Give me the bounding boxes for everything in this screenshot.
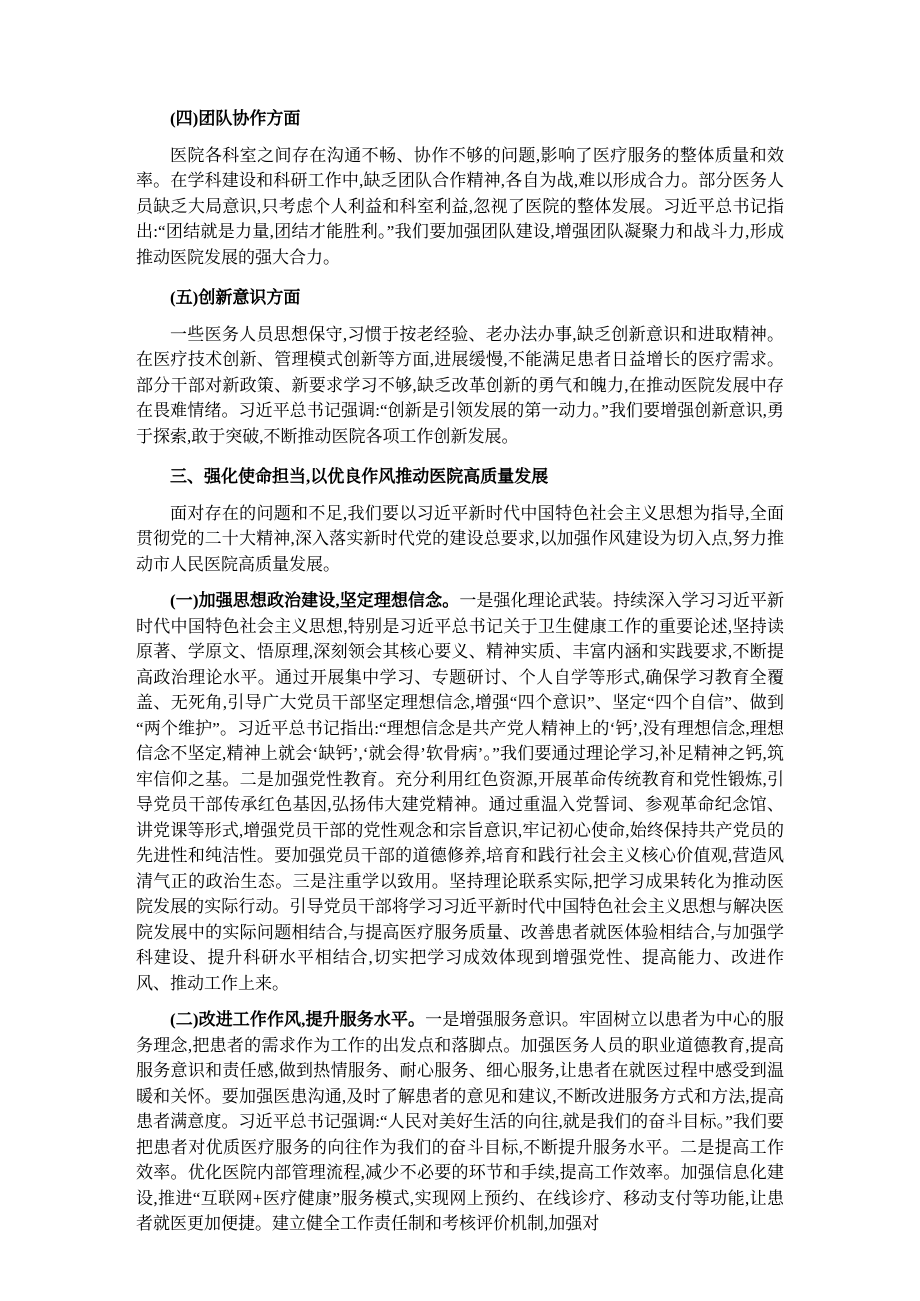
paragraph-team-cooperation: 医院各科室之间存在沟通不畅、协作不够的问题,影响了医疗服务的整体质量和效率。在学科建设和科研工作中,缺乏团队合作精神,各自为战,难以形成合力。部分医务人员缺乏大局意识,只考虑个人利益和科室利益,忽视了医院的整体发展。习近平总书记指出:“团结就是力量,团结才能胜利。”我们要加强团队建设,增强团队凝聚力和战斗力,形成推动医院发展的强大合力。 [136, 145, 784, 267]
paragraph-text-ideological: 一是强化理论武装。持续深入学习习近平新时代中国特色社会主义思想,特别是习近平总书记关于卫生健康工作的重要论述,坚持读原著、学原文、悟原理,深刻领会其核心要义、精神实质、丰富内涵和实践要求,不断提高政治理论水平。通过开展集中学习、专题研讨、个人自学等形式,确保学习教育全覆盖、无死角,引导广大党员干部坚定理想信念,增强“四个意识”、坚定“四个自信”、做到“两个维护”。习近平总书记指出:“理想信念是共产党人精神上的‘钙’,没有理想信念,理想信念不坚定,精神上就会‘缺钙’,‘就会得’软骨病’。”我们要通过理论学习,补足精神之钙,筑牢信仰之基。二是加强党性教育。充分利用红色资源,开展革命传统教育和党性锻炼,引导党员干部传承红色基因,弘扬伟大建党精神。通过重温入党誓词、参观革命纪念馆、讲党课等形式,增强党员干部的党性观念和宗旨意识,牢记初心使命,始终保持共产党员的先进性和纯洁性。要加强党员干部的道德修养,培育和践行社会主义核心价值观,营造风清气正的政治生态。三是注重学以致用。坚持理论联系实际,把学习成果转化为推动医院发展的实际行动。引导党员干部将学习习近平新时代中国特色社会主义思想与解决医院发展中的实际问题相结合,与提高医疗服务质量、改善患者就医体验相结合,与加强学科建设、提升科研水平相结合,切实把学习成效体现到增强党性、提高能力、改进作风、推动工作上来。 [136, 591, 785, 993]
paragraph-mission-intro: 面对存在的问题和不足,我们要以习近平新时代中国特色社会主义思想为指导,全面贯彻党的二十大精神,深入落实新时代党的建设总要求,以加强作风建设为切入点,努力推动市人民医院高质量发展。 [136, 503, 784, 574]
paragraph-lead-work-style: (二)改进工作作风,提升服务水平。 [170, 1010, 426, 1029]
paragraph-lead-ideological: (一)加强思想政治建设,坚定理想信念。 [170, 591, 460, 610]
paragraph-text-work-style: 一是增强服务意识。牢固树立以患者为中心的服务理念,把患者的需求作为工作的出发点和落脚点。加强医务人员的职业道德教育,提高服务意识和责任感,做到热情服务、耐心服务、细心服务,让患者在就医过程中感受到温暖和关怀。要加强医患沟通,及时了解患者的意见和建议,不断改进服务方式和方法,提高患者满意度。习近平总书记强调:“人民对美好生活的向往,就是我们的奋斗目标。”我们要把患者对优质医疗服务的向往作为我们的奋斗目标,不断提升服务水平。二是提高工作效率。优化医院内部管理流程,减少不必要的环节和手续,提高工作效率。加强信息化建设,推进“互联网+医疗健康”服务模式,实现网上预约、在线诊疗、移动支付等功能,让患者就医更加便捷。建立健全工作责任制和考核评价机制,加强对 [136, 1010, 785, 1233]
section-heading-mission: 三、强化使命担当,以优良作风推动医院高质量发展 [170, 467, 549, 486]
paragraph-work-style [136, 1007, 784, 1237]
paragraph-ideological-construction [136, 588, 784, 996]
paragraph-innovation: 一些医务人员思想保守,习惯于按老经验、老办法办事,缺乏创新意识和进取精神。在医疗技术创新、管理模式创新等方面,进展缓慢,不能满足患者日益增长的医疗需求。部分干部对新政策、新要求学习不够,缺乏改革创新的勇气和魄力,在推动医院发展中存在畏难情绪。习近平总书记强调:“创新是引领发展的第一动力。”我们要增强创新意识,勇于探索,敢于突破,不断推动医院各项工作创新发展。 [136, 324, 784, 446]
section-heading-innovation: (五)创新意识方面 [170, 288, 301, 307]
section-heading-team-cooperation: (四)团队协作方面 [170, 109, 301, 128]
